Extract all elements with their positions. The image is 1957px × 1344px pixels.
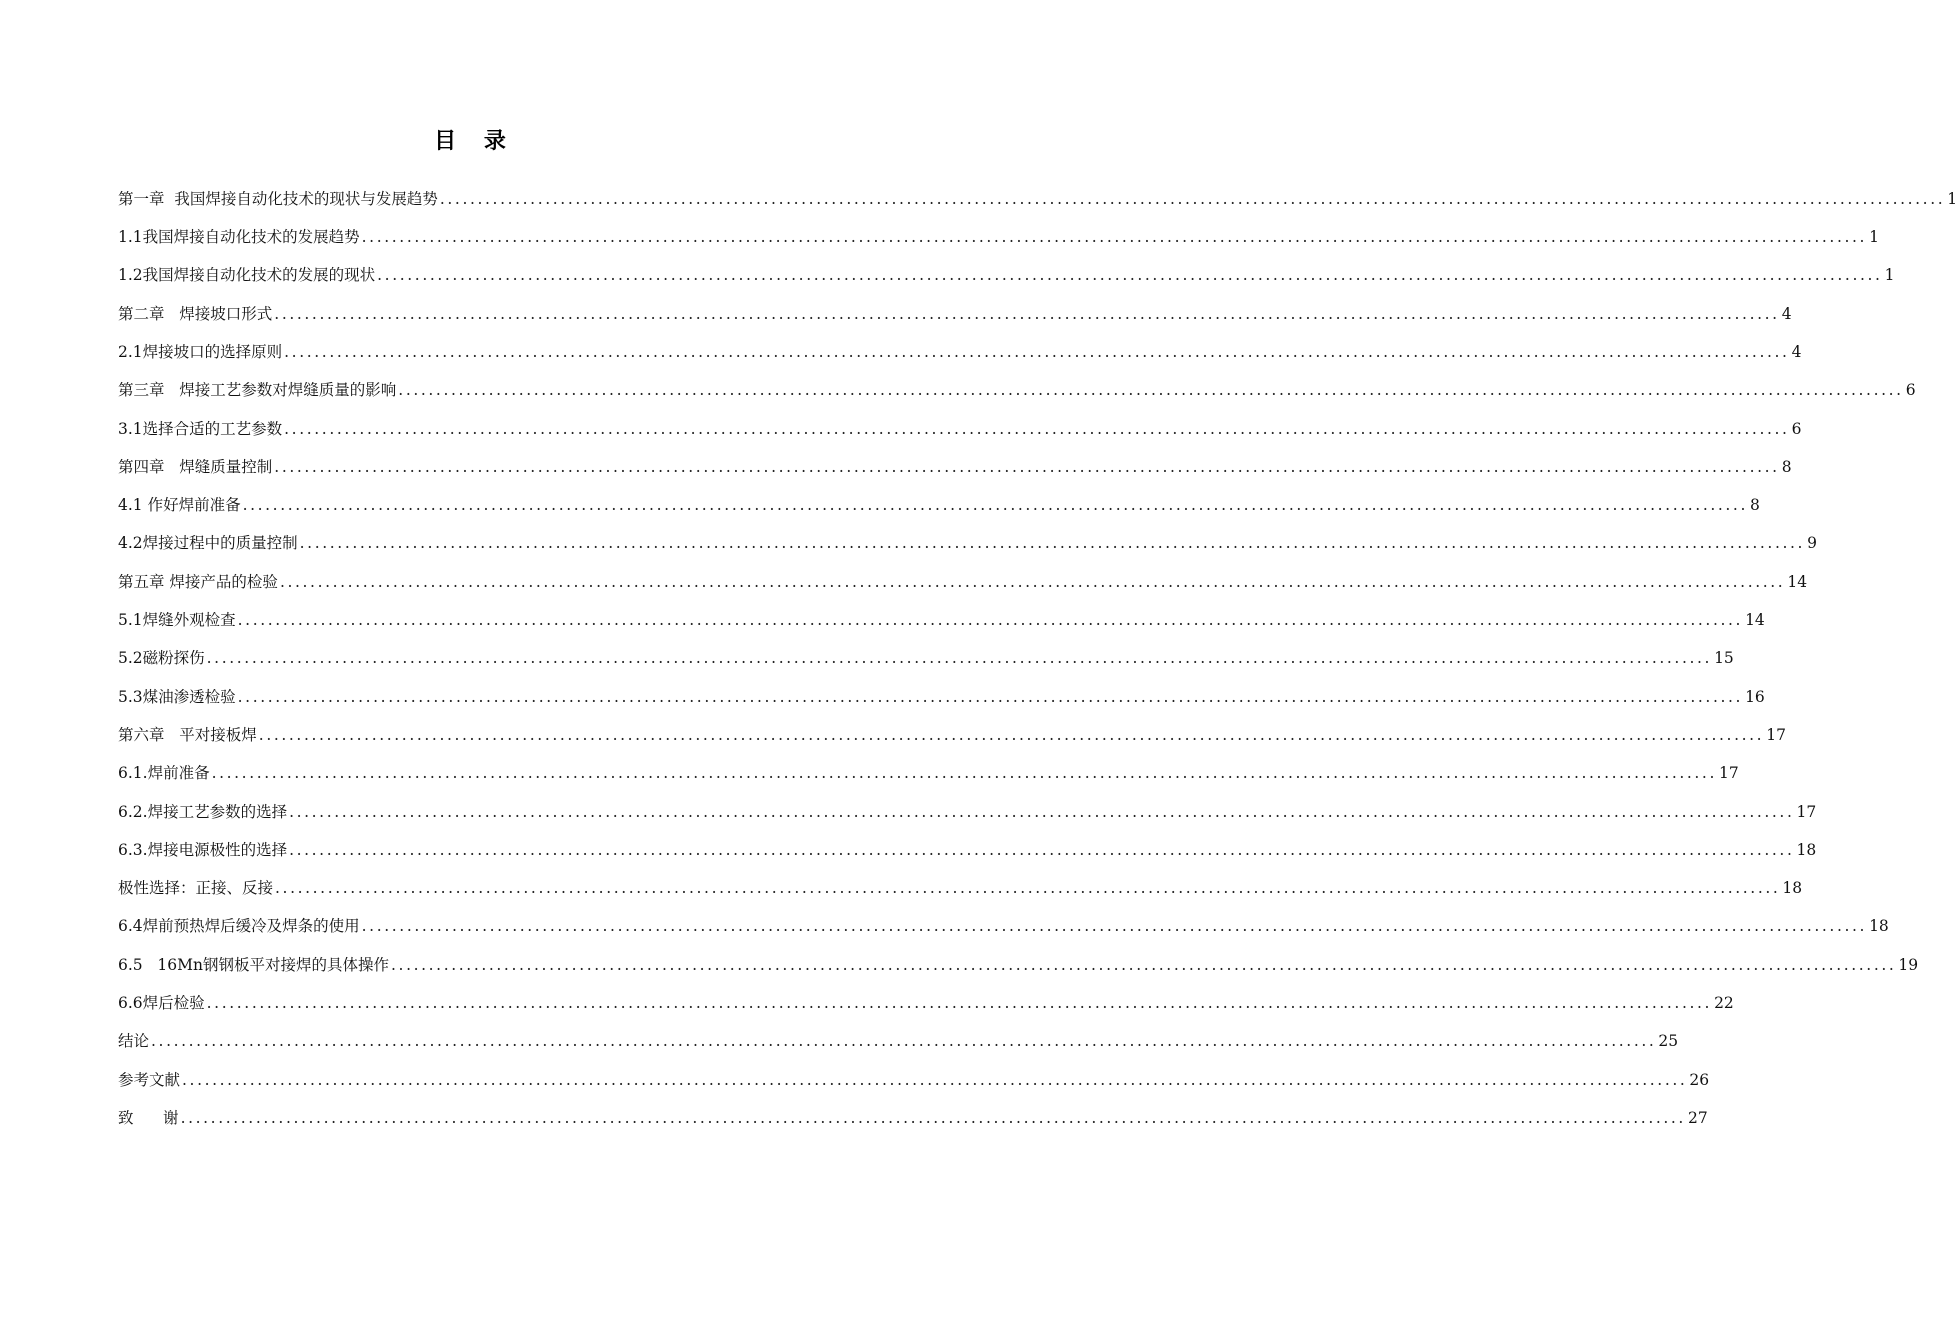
toc-dot-leader: ........................................................................................................................................................................................................ xyxy=(439,189,1946,208)
toc-entry-page: 16 xyxy=(1745,687,1765,706)
toc-dot-leader: ........................................................................................................................................................................................................ xyxy=(299,534,1806,553)
toc-dot-leader: ........................................................................................................................................................................................................ xyxy=(289,802,1795,821)
toc-entry-page: 17 xyxy=(1796,802,1817,821)
toc-entry[interactable] xyxy=(118,744,1739,783)
toc-entry-page: 18 xyxy=(1782,879,1803,898)
toc-entry-title: 极性选择：正接、反接 xyxy=(118,879,274,898)
toc-entry-title: 5.1焊缝外观检查 xyxy=(118,611,236,630)
toc-entry-page: 19 xyxy=(1898,955,1919,974)
toc-dot-leader: ........................................................................................................................................................................................................ xyxy=(258,725,1765,744)
toc-list xyxy=(118,170,1957,1127)
toc-entry-page: 17 xyxy=(1718,764,1739,783)
toc-entry-page: 17 xyxy=(1766,725,1786,744)
toc-dot-leader: ........................................................................................................................................................................................................ xyxy=(279,572,1786,591)
toc-entry[interactable] xyxy=(118,898,1889,936)
toc-entry-title: 2.1焊接坡口的选择原则 xyxy=(118,342,283,361)
toc-entry[interactable] xyxy=(118,936,1919,974)
toc-entry-page: 26 xyxy=(1689,1070,1710,1089)
toc-entry[interactable] xyxy=(118,247,1895,285)
toc-entry-title: 6.3.焊接电源极性的选择 xyxy=(118,840,288,859)
toc-entry-title: 参考文献 xyxy=(118,1070,181,1089)
toc-entry-page: 6 xyxy=(1791,419,1802,438)
toc-entry[interactable] xyxy=(118,323,1802,361)
toc-dot-leader: ........................................................................................................................................................................................................ xyxy=(182,1070,1688,1089)
toc-entry[interactable] xyxy=(118,476,1760,515)
toc-entry-title: 第一章 我国焊接自动化技术的现状与发展趋势 xyxy=(118,189,438,208)
toc-entry-page: 6 xyxy=(1905,381,1916,400)
toc-dot-leader: ........................................................................................................................................................................................................ xyxy=(206,994,1713,1013)
toc-entry-title: 3.1选择合适的工艺参数 xyxy=(118,419,283,438)
toc-dot-leader: ........................................................................................................................................................................................................ xyxy=(391,955,1897,974)
toc-dot-leader: ........................................................................................................................................................................................................ xyxy=(237,611,1744,630)
toc-entry-title: 第四章 焊缝质量控制 xyxy=(118,457,273,476)
toc-entry[interactable] xyxy=(118,285,1792,323)
toc-entry-title: 第六章 平对接板焊 xyxy=(118,725,257,744)
toc-dot-leader: ........................................................................................................................................................................................................ xyxy=(275,879,1781,898)
toc-entry-title: 第三章 焊接工艺参数对焊缝质量的影响 xyxy=(118,381,397,400)
toc-entry[interactable] xyxy=(118,361,1916,400)
toc-entry[interactable] xyxy=(118,438,1792,476)
toc-entry-page: 9 xyxy=(1807,534,1817,553)
toc-dot-leader: ........................................................................................................................................................................................................ xyxy=(398,381,1904,400)
toc-entry-title: 4.2焊接过程中的质量控制 xyxy=(118,534,298,553)
toc-entry-page: 1 xyxy=(1884,266,1895,285)
toc-entry[interactable] xyxy=(118,1051,1710,1089)
toc-entry-page: 1 xyxy=(1869,228,1879,247)
toc-entry[interactable] xyxy=(118,783,1817,821)
toc-entry-page: 18 xyxy=(1869,917,1889,936)
toc-dot-leader: ........................................................................................................................................................................................................ xyxy=(237,687,1744,706)
toc-dot-leader: ........................................................................................................................................................................................................ xyxy=(361,228,1868,247)
toc-dot-leader: ........................................................................................................................................................................................................ xyxy=(274,304,1780,323)
toc-entry-title: 6.4焊前预热焊后缓冷及焊条的使用 xyxy=(118,917,360,936)
toc-dot-leader: ........................................................................................................................................................................................................ xyxy=(377,266,1883,285)
toc-entry[interactable] xyxy=(118,515,1817,553)
toc-entry-page: 14 xyxy=(1745,611,1765,630)
toc-entry-page: 25 xyxy=(1658,1032,1679,1051)
toc-dot-leader: ........................................................................................................................................................................................................ xyxy=(151,1032,1657,1051)
toc-entry-page: 8 xyxy=(1781,457,1792,476)
toc-entry[interactable] xyxy=(118,821,1817,859)
toc-entry-title: 6.6焊后检验 xyxy=(118,994,205,1013)
toc-dot-leader: ........................................................................................................................................................................................................ xyxy=(361,917,1868,936)
toc-entry[interactable] xyxy=(118,591,1765,630)
toc-entry-page: 18 xyxy=(1796,840,1817,859)
toc-entry-page: 1 xyxy=(1947,189,1957,208)
toc-entry-title: 1.1我国焊接自动化技术的发展趋势 xyxy=(118,228,360,247)
toc-dot-leader: ........................................................................................................................................................................................................ xyxy=(206,649,1713,668)
toc-entry[interactable] xyxy=(118,706,1786,744)
toc-entry-page: 14 xyxy=(1787,572,1808,591)
toc-entry[interactable] xyxy=(118,859,1803,898)
toc-entry[interactable] xyxy=(118,974,1734,1013)
toc-entry-page: 22 xyxy=(1714,994,1734,1013)
toc-entry-page: 8 xyxy=(1749,496,1760,515)
toc-title: 目 录 xyxy=(434,129,516,154)
toc-dot-leader: ........................................................................................................................................................................................................ xyxy=(274,457,1780,476)
toc-entry-title: 结论 xyxy=(118,1032,150,1051)
toc-entry-title: 1.2我国焊接自动化技术的发展的现状 xyxy=(118,266,376,285)
toc-entry-title: 第二章 焊接坡口形式 xyxy=(118,304,273,323)
toc-entry[interactable] xyxy=(118,553,1808,591)
toc-entry-title: 5.2磁粉探伤 xyxy=(118,649,205,668)
toc-entry-page: 15 xyxy=(1714,649,1734,668)
toc-dot-leader: ........................................................................................................................................................................................................ xyxy=(284,419,1790,438)
toc-dot-leader: ........................................................................................................................................................................................................ xyxy=(284,342,1790,361)
toc-entry[interactable] xyxy=(118,170,1957,208)
toc-entry[interactable] xyxy=(118,1089,1708,1127)
toc-entry-page: 27 xyxy=(1687,1108,1708,1127)
toc-entry[interactable] xyxy=(118,668,1765,706)
toc-entry[interactable] xyxy=(118,1013,1679,1051)
toc-dot-leader: ........................................................................................................................................................................................................ xyxy=(289,840,1795,859)
toc-entry-title: 第五章 焊接产品的检验 xyxy=(118,572,278,591)
toc-dot-leader: ........................................................................................................................................................................................................ xyxy=(180,1108,1686,1127)
toc-entry[interactable] xyxy=(118,630,1734,668)
toc-entry[interactable] xyxy=(118,400,1802,438)
toc-dot-leader: ........................................................................................................................................................................................................ xyxy=(242,496,1748,515)
toc-entry-title: 致 谢 xyxy=(118,1108,179,1127)
toc-entry-title: 5.3煤油渗透检验 xyxy=(118,687,236,706)
toc-entry-page: 4 xyxy=(1781,304,1792,323)
toc-entry-title: 6.1.焊前准备 xyxy=(118,764,210,783)
toc-dot-leader: ........................................................................................................................................................................................................ xyxy=(211,764,1717,783)
toc-entry-title: 6.5 16Mn钢钢板平对接焊的具体操作 xyxy=(118,955,390,974)
toc-entry-page: 4 xyxy=(1791,342,1802,361)
toc-entry[interactable] xyxy=(118,208,1879,247)
toc-entry-title: 6.2.焊接工艺参数的选择 xyxy=(118,802,288,821)
toc-entry-title: 4.1 作好焊前准备 xyxy=(118,496,241,515)
